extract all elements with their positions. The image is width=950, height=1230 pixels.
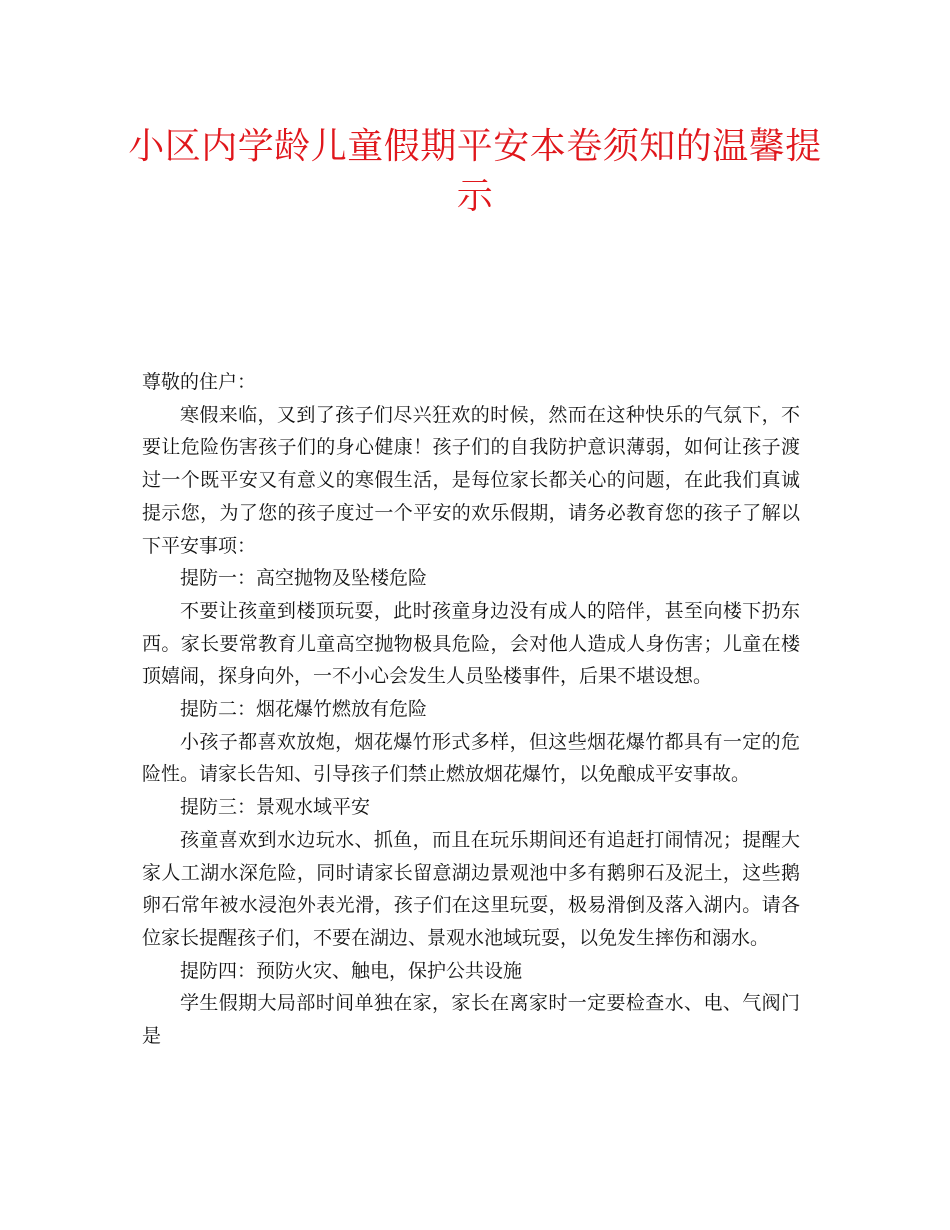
section-text-4: 学生假期大局部时间单独在家，家长在离家时一定要检查水、电、气阀门是 [142,992,800,1048]
document-title: 小区内学龄儿童假期平安本卷须知的温馨提示 [128,126,822,217]
document-body [142,366,800,1053]
section-heading-3: 提防三：景观水域平安 [180,796,371,819]
section-heading-4: 提防四：预防火灾、触电，保护公共设施 [180,959,523,982]
intro-paragraph: 寒假来临，又到了孩子们尽兴狂欢的时候，然而在这种快乐的气氛下，不要让危险伤害孩子们的身心健康！孩子们的自我防护意识薄弱，如何让孩子渡过一个既平安又有意义的寒假生活，是每位家长都关心的问题，在此我们真诚提示您，为了您的孩子度过一个平安的欢乐假期，请务必教育您的孩子了解以下平安事项： [142,403,800,557]
section-text-1: 不要让孩童到楼顶玩耍，此时孩童身边没有成人的陪伴，甚至向楼下扔东西。家长要常教育儿童高空抛物极具危险，会对他人造成人身伤害；儿童在楼顶嬉闹，探身向外，一不小心会发生人员坠楼事件，后果不堪设想。 [142,599,800,688]
section-heading-2: 提防二：烟花爆竹燃放有危险 [180,698,428,721]
section-text-3: 孩童喜欢到水边玩水、抓鱼，而且在玩乐期间还有追赶打闹情况；提醒大家人工湖水深危险，同时请家长留意湖边景观池中多有鹅卵石及泥土，这些鹅卵石常年被水浸泡外表光滑，孩子们在这里玩耍，极易滑倒及落入湖内。请各位家长提醒孩子们，不要在湖边、景观水池域玩耍，以免发生摔伤和溺水。 [142,828,800,949]
section-text-2: 小孩子都喜欢放炮，烟花爆竹形式多样，但这些烟花爆竹都具有一定的危险性。请家长告知、引导孩子们禁止燃放烟花爆竹，以免酿成平安事故。 [142,730,800,786]
greeting: 尊敬的住户： [142,371,257,393]
section-heading-1: 提防一：高空抛物及坠楼危险 [180,567,428,590]
